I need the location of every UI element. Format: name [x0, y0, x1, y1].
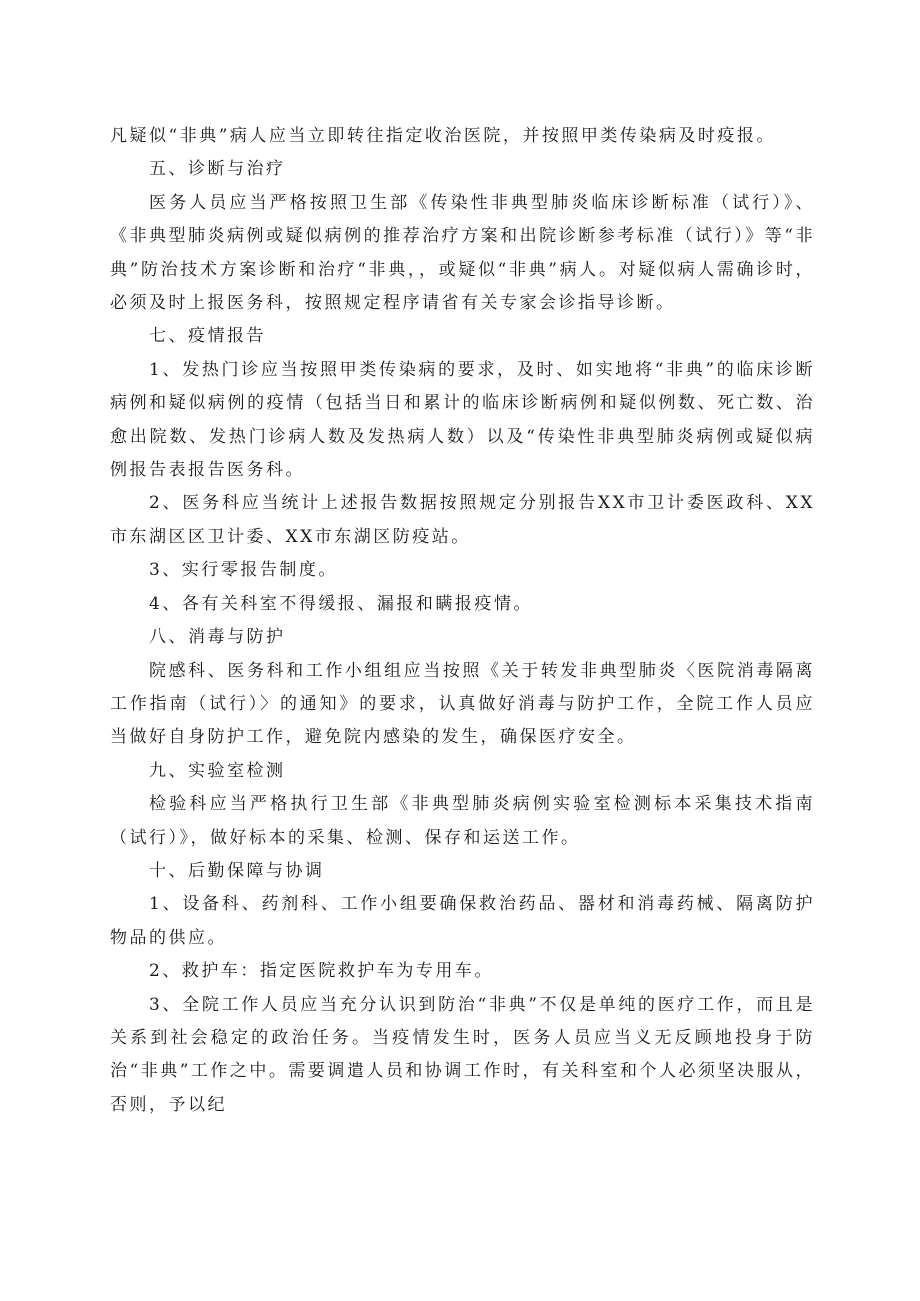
paragraph-logistics-1: 1、设备科、药剂科、工作小组要确保救治药品、器材和消毒药械、隔离防护物品的供应。 — [110, 894, 815, 948]
section-heading-laboratory: 九、实验室检测 — [149, 760, 286, 781]
section-heading-epidemic-report: 七、疫情报告 — [149, 326, 266, 347]
paragraph-laboratory: 检验科应当严格执行卫生部《非典型肺炎病例实验室检测标本采集技术指南（试行）》，做好标本的采集、检测、保存和运送工作。 — [110, 794, 815, 848]
section-heading-disinfection: 八、消毒与防护 — [149, 627, 286, 648]
paragraph-report-4: 4、各有关科室不得缓报、漏报和瞒报疫情。 — [149, 593, 533, 614]
paragraph-disinfection: 院感科、医务科和工作小组组应当按照《关于转发非典型肺炎〈医院消毒隔离工作指南（试行）〉的通知》的要求，认真做好消毒与防护工作，全院工作人员应当做好自身防护工作，避免院内感染的发生，确保医疗安全。 — [110, 660, 815, 748]
section-heading-logistics: 十、后勤保障与协调 — [149, 860, 325, 881]
paragraph-diagnosis: 医务人员应当严格按照卫生部《传染性非典型肺炎临床诊断标准（试行）》、《非典型肺炎病例或疑似病例的推荐治疗方案和出院诊断参考标准（试行）》等“非典”防治技术方案诊断和治疗“非典，，或疑似“非典”病人。对疑似病人需确诊时，必须及时上报医务科，按照规定程序请省有关专家会诊指导诊断。 — [110, 192, 815, 314]
paragraph-continuation: 凡疑似“非典”病人应当立即转往指定收治医院，并按照甲类传染病及时疫报。 — [110, 126, 776, 146]
paragraph-report-3: 3、实行零报告制度。 — [149, 560, 338, 581]
paragraph-report-1: 1、发热门诊应当按照甲类传染病的要求，及时、如实地将“非典”的临床诊断病例和疑似病例的疫情（包括当日和累计的临床诊断病例和疑似例数、死亡数、治愈出院数、发热门诊病人数及发热病人数）以及“传染性非典型肺炎病例或疑似病例报告表报告医务科。 — [110, 359, 815, 481]
document-body — [110, 120, 815, 1122]
paragraph-report-2: 2、医务科应当统计上述报告数据按照规定分别报告XX市卫计委医政科、XX市东湖区区卫计委、XX市东湖区防疫站。 — [110, 493, 815, 547]
paragraph-logistics-3: 3、全院工作人员应当充分认识到防治“非典”不仅是单纯的医疗工作，而且是关系到社会稳定的政治任务。当疫情发生时，医务人员应当义无反顾地投身于防治“非典”工作之中。需要调遣人员和协调工作时，有关科室和个人必须坚决服从，否则，予以纪 — [110, 994, 815, 1115]
section-heading-diagnosis-treatment: 五、诊断与治疗 — [149, 159, 286, 180]
paragraph-logistics-2: 2、救护车：指定医院救护车为专用车。 — [149, 961, 494, 982]
